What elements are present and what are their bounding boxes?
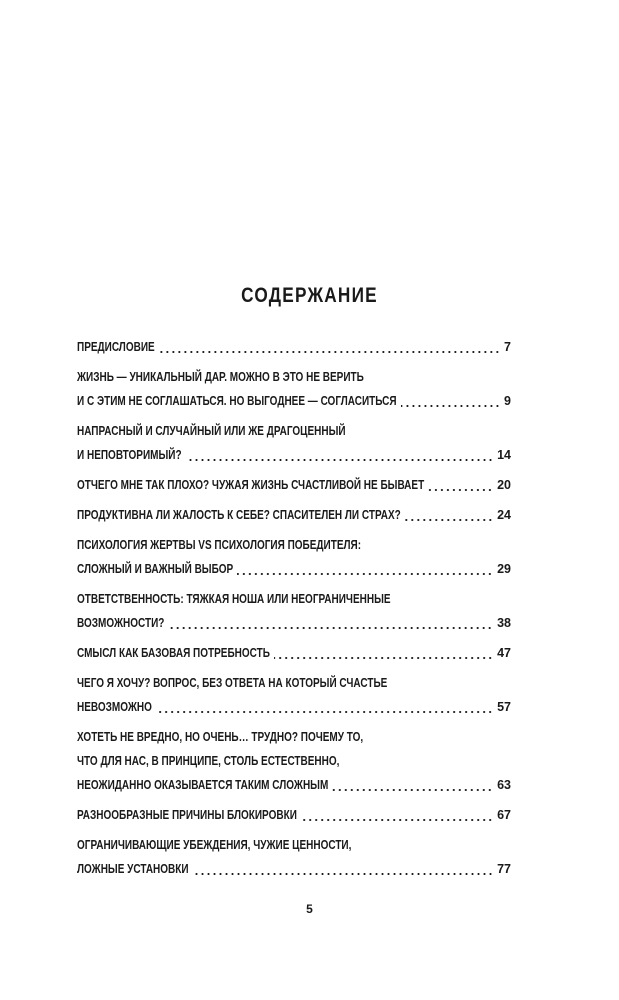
toc-entry-page: 7 (504, 340, 511, 354)
toc-entry-page: 47 (497, 646, 511, 660)
toc-entry-line (77, 611, 511, 635)
toc-entry-line (77, 833, 511, 857)
dot-leader (405, 503, 493, 527)
page-number: 5 (306, 902, 313, 916)
toc-entry-line (77, 587, 511, 611)
toc-entry-page: 29 (497, 562, 511, 576)
toc-entry-page: 38 (497, 616, 511, 630)
toc-entry-line (77, 503, 511, 527)
dot-leader (332, 773, 493, 797)
toc-entry-line (77, 389, 511, 413)
toc-entry-title: СЛОЖНЫЙ И ВАЖНЫЙ ВЫБОР (77, 562, 234, 576)
toc-entry-title: И С ЭТИМ НЕ СОГЛАШАТЬСЯ. НО ВЫГОДНЕЕ — СОГЛАСИТЬСЯ (77, 394, 397, 408)
toc-entry-line (77, 803, 511, 827)
toc-entry-title: ВОЗМОЖНОСТИ? (77, 616, 165, 630)
toc-entry-line (77, 695, 511, 719)
toc-entry-page: 63 (497, 778, 511, 792)
toc-entry-title: СМЫСЛ КАК БАЗОВАЯ ПОТРЕБНОСТЬ (77, 646, 270, 660)
toc-entry-title: ОГРАНИЧИВАЮЩИЕ УБЕЖДЕНИЯ, ЧУЖИЕ ЦЕННОСТИ, (77, 838, 352, 852)
toc-entry-title: ЧЕГО Я ХОЧУ? ВОПРОС, БЕЗ ОТВЕТА НА КОТОРЫЙ СЧАСТЬЕ (77, 676, 388, 690)
toc-entry[interactable] (77, 641, 511, 665)
dot-leader (401, 389, 500, 413)
toc-entry-line (77, 473, 511, 497)
toc-entry-line (77, 725, 511, 749)
toc-entry[interactable] (77, 587, 511, 635)
toc-entry-title: ЖИЗНЬ — УНИКАЛЬНЫЙ ДАР. МОЖНО В ЭТО НЕ ВЕРИТЬ (77, 370, 364, 384)
toc-entry-title: ПСИХОЛОГИЯ ЖЕРТВЫ VS ПСИХОЛОГИЯ ПОБЕДИТЕЛЯ: (77, 538, 362, 552)
page-title: СОДЕРЖАНИЕ (241, 284, 378, 307)
toc-entry[interactable] (77, 365, 511, 413)
table-of-contents (77, 335, 511, 887)
toc-entry-title: ОТВЕТСТВЕННОСТЬ: ТЯЖКАЯ НОША ИЛИ НЕОГРАНИЧЕННЫЕ (77, 592, 391, 606)
toc-entry-line (77, 335, 511, 359)
toc-entry-title: ЛОЖНЫЕ УСТАНОВКИ (77, 862, 189, 876)
toc-entry-title: НЕВОЗМОЖНО (77, 700, 152, 714)
dot-leader (237, 557, 493, 581)
toc-entry[interactable] (77, 833, 511, 881)
toc-entry-title: ХОТЕТЬ НЕ ВРЕДНО, НО ОЧЕНЬ… ТРУДНО? ПОЧЕМУ ТО, (77, 730, 364, 744)
toc-entry[interactable] (77, 803, 511, 827)
dot-leader (274, 641, 493, 665)
toc-entry-line (77, 557, 511, 581)
toc-entry-title: ЧТО ДЛЯ НАС, В ПРИНЦИПЕ, СТОЛЬ ЕСТЕСТВЕННО, (77, 754, 340, 768)
dot-leader (168, 611, 493, 635)
toc-entry[interactable] (77, 335, 511, 359)
dot-leader (159, 335, 500, 359)
dot-leader (428, 473, 493, 497)
toc-entry-title: НАПРАСНЫЙ И СЛУЧАЙНЫЙ ИЛИ ЖЕ ДРАГОЦЕННЫЙ (77, 424, 346, 438)
toc-entry-page: 57 (497, 700, 511, 714)
toc-entry-line (77, 641, 511, 665)
toc-entry-line (77, 773, 511, 797)
dot-leader (156, 695, 493, 719)
toc-entry-title: ПРОДУКТИВНА ЛИ ЖАЛОСТЬ К СЕБЕ? СПАСИТЕЛЕН ЛИ СТРАХ? (77, 508, 401, 522)
toc-entry-line (77, 533, 511, 557)
toc-entry-line (77, 365, 511, 389)
dot-leader (193, 857, 494, 881)
toc-entry[interactable] (77, 671, 511, 719)
toc-entry-page: 24 (497, 508, 511, 522)
toc-entry-title: РАЗНООБРАЗНЫЕ ПРИЧИНЫ БЛОКИРОВКИ (77, 808, 297, 822)
toc-entry-page: 67 (497, 808, 511, 822)
toc-entry[interactable] (77, 725, 511, 797)
toc-entry-line (77, 749, 511, 773)
toc-entry-page: 9 (504, 394, 511, 408)
toc-entry-title: ПРЕДИСЛОВИЕ (77, 340, 155, 354)
dot-leader (186, 443, 494, 467)
toc-entry-page: 14 (497, 448, 511, 462)
toc-entry-title: НЕОЖИДАННО ОКАЗЫВАЕТСЯ ТАКИМ СЛОЖНЫМ (77, 778, 329, 792)
toc-entry-line (77, 419, 511, 443)
toc-entry-title: ОТЧЕГО МНЕ ТАК ПЛОХО? ЧУЖАЯ ЖИЗНЬ СЧАСТЛИВОЙ НЕ БЫВАЕТ (77, 478, 425, 492)
toc-entry-line (77, 857, 511, 881)
toc-entry-title: И НЕПОВТОРИМЫЙ? (77, 448, 182, 462)
dot-leader (301, 803, 493, 827)
toc-entry-line (77, 671, 511, 695)
toc-entry[interactable] (77, 419, 511, 467)
toc-entry[interactable] (77, 473, 511, 497)
toc-entry-page: 77 (497, 862, 511, 876)
toc-entry-line (77, 443, 511, 467)
toc-entry[interactable] (77, 533, 511, 581)
toc-entry[interactable] (77, 503, 511, 527)
toc-entry-page: 20 (497, 478, 511, 492)
